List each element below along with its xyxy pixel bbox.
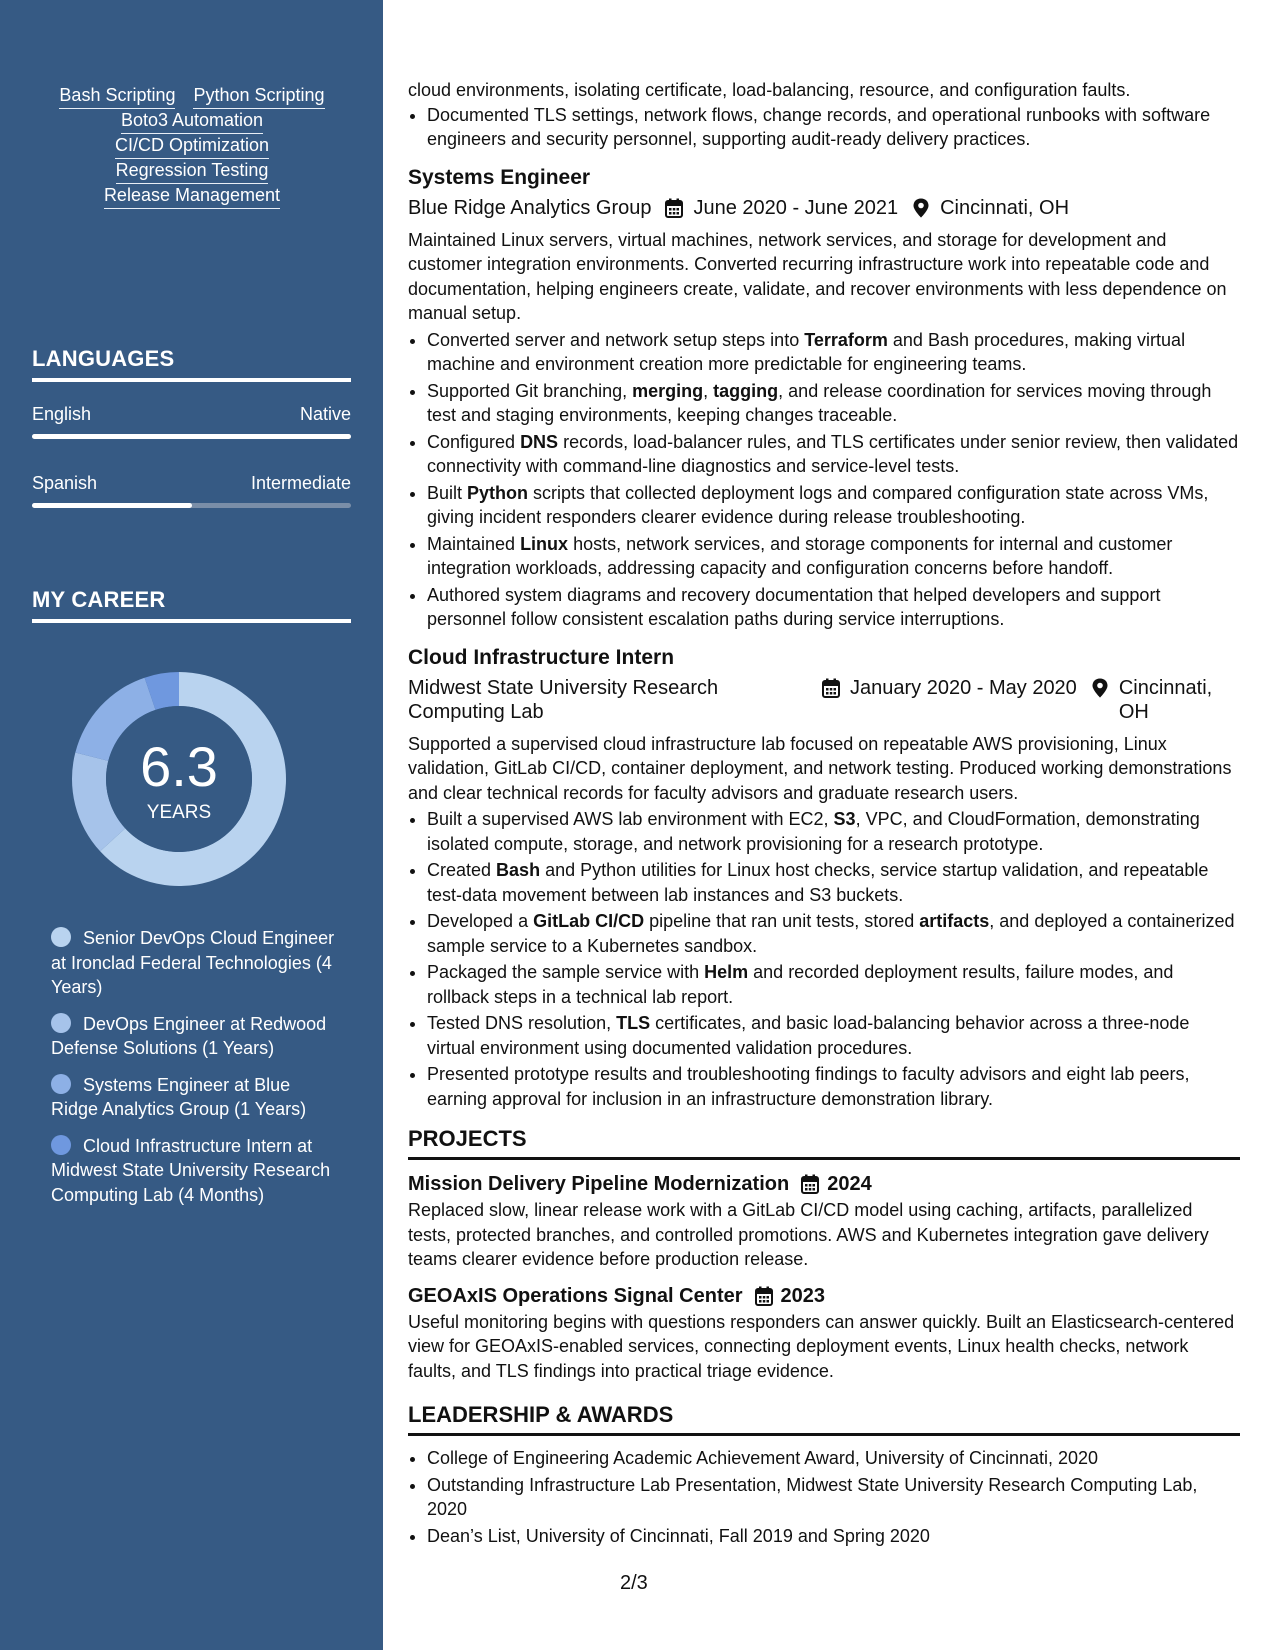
bullet-item <box>427 909 1240 958</box>
job-title: Systems Engineer <box>408 165 591 189</box>
bullet-text: Built <box>427 482 468 503</box>
legend-dot <box>51 1074 71 1094</box>
bullet-item <box>427 583 1240 632</box>
project-title-row <box>408 1282 1240 1310</box>
project-entry <box>408 1170 1240 1272</box>
career-legend-item <box>51 1073 341 1122</box>
skill-tag: Boto3 Automation <box>121 109 263 134</box>
skill-tag: Release Management <box>104 184 280 209</box>
project-title-row <box>408 1170 1240 1198</box>
bullet-keyword: Bash <box>496 860 541 880</box>
language-proficiency-bar <box>32 434 351 439</box>
skills-list <box>32 84 352 209</box>
project-description: Useful monitoring begins with questions responders can answer quickly. Built an Elasticsearch-centered view for GEOAxIS-enabled services, connecting deployment events, Linux health checks, network faults, and TLS findings into practical triage evidence. <box>408 1311 1235 1381</box>
project-name: GEOAxIS Operations Signal Center <box>408 1284 743 1307</box>
award-item: • Dean’s List, University of Cincinnati, Fall 2019 and Spring 2020 <box>427 1524 1240 1549</box>
project-year: 2024 <box>827 1173 872 1195</box>
project-year: 2023 <box>780 1284 826 1307</box>
bullet-item <box>427 1062 1240 1111</box>
bullet-item <box>427 379 1240 428</box>
career-legend-label: Senior DevOps Cloud Engineer at Ironclad Federal Technologies (4 Years) <box>51 928 335 997</box>
legend-dot <box>51 927 71 947</box>
bullet-text: records, load-balancer rules, and TLS certificates under senior review, then validated connectivity with command-line diagnostics and service-level tests. <box>427 431 1239 476</box>
bullet-text: and recorded deployment results, failure modes, and rollback steps in a technical lab report. <box>427 962 1174 1007</box>
language-english <box>32 404 351 439</box>
awards-heading: LEADERSHIP & AWARDS <box>408 1401 1240 1436</box>
job-location <box>1077 676 1229 724</box>
bullet-item <box>427 960 1240 1009</box>
continued-fragment: cloud environments, isolating certificate, load-balancing, resource, and configuration faults. <box>408 80 1131 100</box>
career-donut-chart <box>66 666 292 892</box>
bullet-text: and Bash procedures, making virtual machine and environment creation more predictable for engineering teams. <box>427 329 1186 374</box>
career-legend-item <box>51 926 341 1000</box>
bullet-keyword: merging <box>632 380 704 401</box>
bullet-text: certificates, and basic load-balancing behavior across a three-node virtual environment using documented validation procedures. <box>427 1013 1190 1058</box>
project-name: Mission Delivery Pipeline Modernization <box>408 1173 790 1195</box>
bullet-item <box>427 532 1240 581</box>
language-name: English <box>32 404 92 424</box>
job-meta <box>408 676 1240 724</box>
bullet-text: Supported Git branching, <box>427 380 633 401</box>
projects-list <box>408 1170 1240 1383</box>
legend-dot <box>51 1135 71 1155</box>
bullet-keyword: Terraform <box>804 329 888 350</box>
language-proficiency-fill <box>32 503 192 508</box>
language-level: Intermediate <box>250 473 351 493</box>
location-pin-icon <box>1091 678 1109 698</box>
job-summary: Supported a supervised cloud infrastructure lab focused on repeatable AWS provisioning, Linux validation, GitLab CI/CD, container deployment, and network testing. Produced working demonstrations and clear technical records for faculty advisors and graduate research users. <box>408 733 1232 803</box>
award-item: • Outstanding Infrastructure Lab Presentation, Midwest State University Research Computing Lab, 2020 <box>427 1473 1240 1522</box>
job-entry <box>408 644 1240 1112</box>
skill-tag: CI/CD Optimization <box>115 134 269 159</box>
company-name: Blue Ridge Analytics Group <box>408 196 652 219</box>
project-entry <box>408 1282 1240 1384</box>
bullet-text: Presented prototype results and troubleshooting findings to faculty advisors and eight lab peers, earning approval for inclusion in an infrastructure demonstration library. <box>427 1064 1190 1109</box>
bullet-text: scripts that collected deployment logs and compared configuration state across VMs, giving incident responders clearer evidence during release troubleshooting. <box>427 482 1209 527</box>
location-pin-icon <box>912 198 930 218</box>
awards-list <box>408 1446 1240 1548</box>
bullet-text: Built a supervised AWS lab environment with EC2, <box>427 809 834 829</box>
job-location-text: Cincinnati, OH <box>940 196 1070 219</box>
bullet-item <box>427 430 1240 479</box>
bullet-text: Developed a <box>427 911 534 931</box>
skill-tag: Python Scripting <box>193 84 324 109</box>
job-bullets <box>408 807 1240 1111</box>
continued-bullets <box>408 103 1240 152</box>
bullet-text: and Python utilities for Linux host checks, service startup validation, and repeatable test-data movement between lab instances and S3 buckets. <box>427 860 1209 905</box>
bullet-text: , and deployed a containerized sample service to a Kubernetes sandbox. <box>427 911 1235 956</box>
bullet-item <box>427 807 1240 856</box>
experience-list <box>408 164 1240 1112</box>
project-description: Replaced slow, linear release work with a GitLab CI/CD model using caching, artifacts, parallelized tests, protected branches, and controlled promotions. AWS and Kubernetes integration gave delivery teams clearer evidence before production release. <box>408 1200 1209 1269</box>
bullet-text: , VPC, and CloudFormation, demonstrating isolated compute, storage, and network provisioning for a research prototype. <box>427 809 1200 854</box>
calendar-icon <box>801 1174 819 1194</box>
bullet-item <box>427 1011 1240 1060</box>
career-total-unit: YEARS <box>146 802 212 823</box>
job-location <box>898 196 1069 220</box>
bullet-item <box>427 481 1240 530</box>
bullet-item <box>427 858 1240 907</box>
bullet-keyword: TLS <box>616 1013 651 1033</box>
skill-tag: Regression Testing <box>116 159 269 184</box>
job-title: Cloud Infrastructure Intern <box>408 645 675 669</box>
job-location-text: Cincinnati, OH <box>1118 676 1213 723</box>
bullet-text: pipeline that ran unit tests, stored <box>644 911 920 931</box>
bullet-text: Created <box>427 860 497 880</box>
job-summary: Maintained Linux servers, virtual machines, network services, and storage for development and customer integration environments. Converted recurring infrastructure work into repeatable code and documentation, helping engineers create, validate, and recover environments with less dependence on manual setup. <box>408 229 1227 323</box>
career-legend-label: DevOps Engineer at Redwood Defense Solutions (1 Years) <box>51 1013 327 1058</box>
language-spanish <box>32 473 351 508</box>
job-entry <box>408 164 1240 632</box>
bullet-text: , and release coordination for services moving through test and staging environments, keeping changes traceable. <box>427 380 1212 425</box>
page-number: 2/3 <box>620 1572 648 1594</box>
calendar-icon <box>755 1286 773 1306</box>
sidebar <box>0 0 383 1650</box>
career-total-years: 6.3 <box>140 735 218 798</box>
career-heading: MY CAREER <box>32 587 351 623</box>
bullet-text: Authored system diagrams and recovery documentation that helped developers and support personnel follow consistent escalation paths during service interruptions. <box>427 584 1161 629</box>
job-dates <box>808 676 1077 700</box>
bullet-item: • Documented TLS settings, network flows, change records, and operational runbooks with software engineers and security personnel, supporting audit-ready delivery practices. <box>427 103 1240 152</box>
job-bullets <box>408 328 1240 632</box>
bullet-text: Maintained <box>427 533 521 554</box>
legend-dot <box>51 1013 71 1033</box>
language-proficiency-fill <box>32 434 351 439</box>
award-item: • College of Engineering Academic Achievement Award, University of Cincinnati, 2020 <box>427 1446 1240 1471</box>
bullet-keyword: S3 <box>833 809 856 829</box>
career-legend-item <box>51 1134 341 1208</box>
career-legend <box>51 926 341 1219</box>
languages-heading: LANGUAGES <box>32 346 351 382</box>
language-proficiency-bar <box>32 503 351 508</box>
skill-tag: Bash Scripting <box>59 84 175 109</box>
bullet-text: Configured <box>427 431 521 452</box>
language-level: Native <box>299 404 351 424</box>
bullet-text: Tested DNS resolution, <box>427 1013 617 1033</box>
main-content <box>408 78 1240 1550</box>
language-name: Spanish <box>32 473 98 493</box>
bullet-text: Packaged the sample service with <box>427 962 705 982</box>
career-legend-label: Systems Engineer at Blue Ridge Analytics Group (1 Years) <box>51 1074 307 1119</box>
bullet-keyword: DNS <box>520 431 559 452</box>
job-dates-text: January 2020 - May 2020 <box>850 676 1077 699</box>
bullet-keyword: Python <box>467 482 529 503</box>
calendar-icon <box>822 678 840 698</box>
job-meta <box>408 196 1240 220</box>
bullet-text: , <box>703 380 714 401</box>
calendar-icon <box>665 198 683 218</box>
bullet-keyword: artifacts <box>919 911 990 931</box>
bullet-keyword: GitLab CI/CD <box>533 911 645 931</box>
career-legend-item <box>51 1012 341 1061</box>
company-name: Midwest State University Research Computing Lab <box>408 676 719 723</box>
bullet-item <box>427 328 1240 377</box>
bullet-text: hosts, network services, and storage components for internal and customer integration workloads, addressing capacity and configuration concerns before handoff. <box>427 533 1173 578</box>
bullet-text: Converted server and network setup steps into <box>427 329 805 350</box>
projects-heading: PROJECTS <box>408 1125 1240 1160</box>
bullet-keyword: Helm <box>704 962 749 982</box>
job-dates-text: June 2020 - June 2021 <box>693 196 899 219</box>
job-dates <box>651 196 898 220</box>
bullet-keyword: tagging <box>713 380 779 401</box>
career-legend-label: Cloud Infrastructure Intern at Midwest State University Research Computing Lab (4 Months) <box>51 1135 331 1205</box>
bullet-keyword: Linux <box>520 533 569 554</box>
